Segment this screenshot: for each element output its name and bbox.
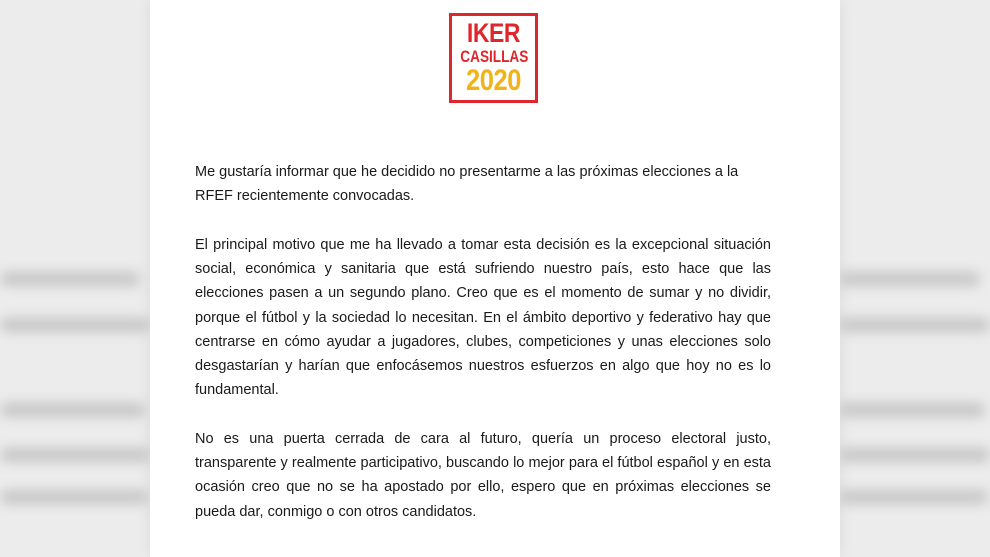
blurred-backdrop-right [830, 0, 990, 557]
logo-line-name: IKER [466, 18, 521, 48]
letter-paragraph-3: No es una puerta cerrada de cara al futuro, quería un proceso electoral justo, transparente y realmente participativo, buscando lo mejor para el fútbol español y en esta ocasión creo que no se ha apostado por ello, espero que en próximas elecciones se pueda dar, conmigo o con otros candidatos. [195, 431, 771, 520]
logo-line-surname: CASILLAS [460, 47, 529, 66]
logo-line-year: 2020 [465, 64, 522, 97]
letter-paragraph-2: El principal motivo que me ha llevado a tomar esta decisión es la excepcional situación social, económica y sanitaria que está sufriendo nuestro país, esto hace que las elecciones pasen a un segundo plano. Creo que es el momento de sumar y no dividir, porque el fútbol y la sociedad lo necesitan. En el ámbito deportivo y federativo hay que centrarse en cómo ayudar a jugadores, clubes, competiciones y unas elecciones solo desgastarían y harían que enfocásemos nuestros esfuerzos en algo que hoy no es lo fundamental. [195, 237, 771, 399]
iker-casillas-2020-logo [449, 13, 538, 103]
blurred-backdrop-left [0, 0, 160, 557]
letter-paragraph-1: Me gustaría informar que he decidido no presentarme a las próximas elecciones a la RFEF recientemente convocadas. [195, 164, 739, 205]
